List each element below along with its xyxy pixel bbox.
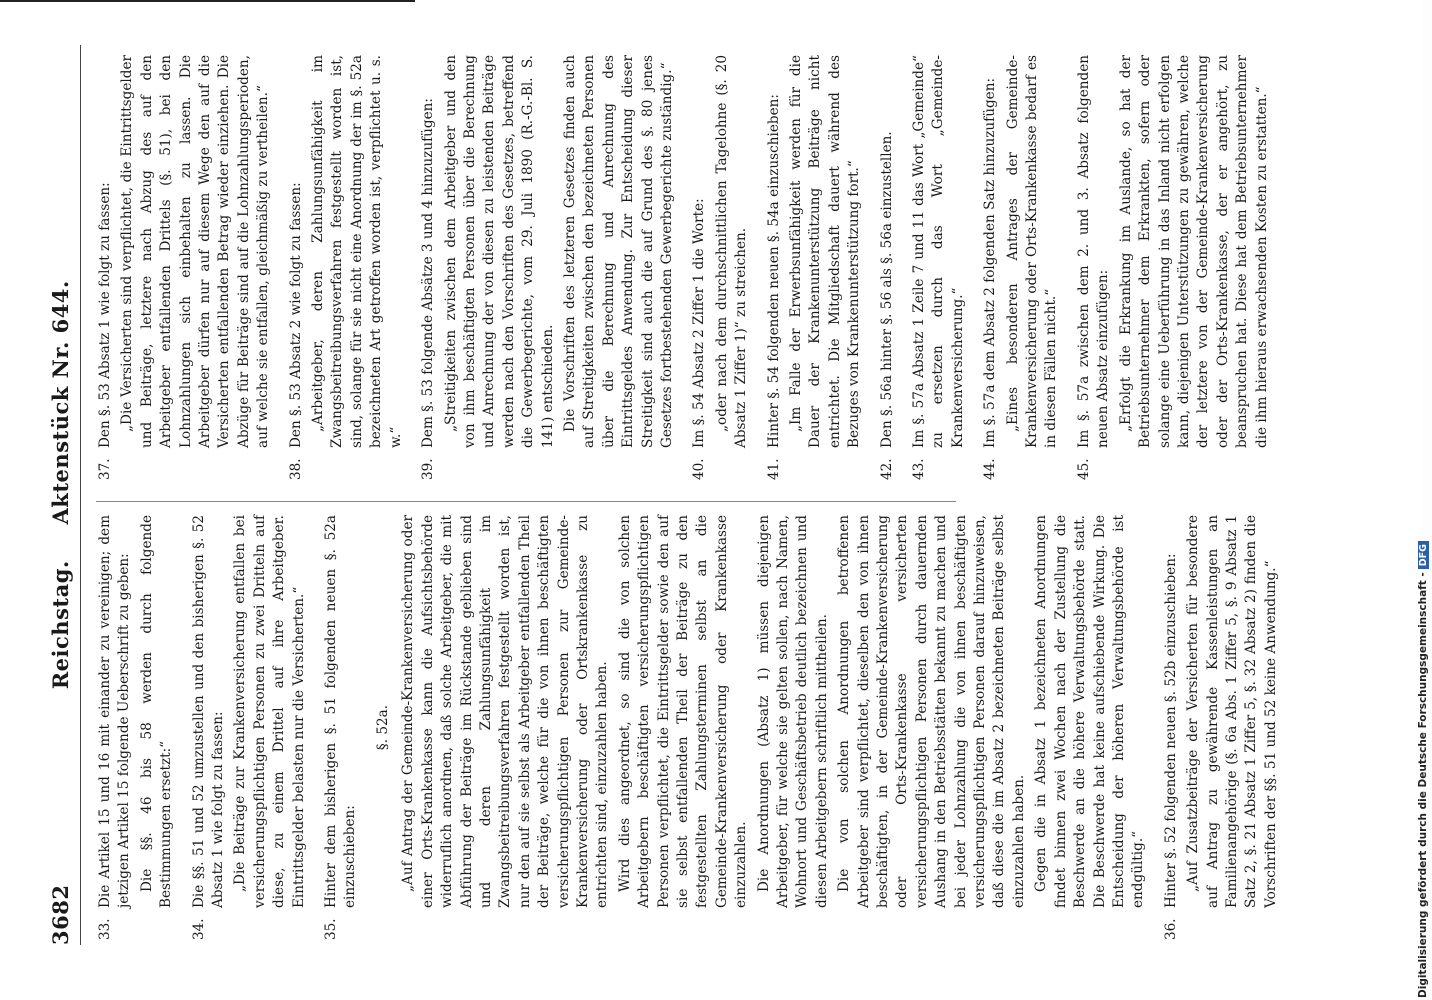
numbered-item: [765, 55, 868, 480]
numbered-item: [1162, 515, 1284, 940]
header-title: [48, 85, 73, 885]
paragraph: „Eines besonderen Antrages der Gemeinde-Krankenversicherung oder Orts-Krankenkasse bedarf es in diesen Fällen nicht.“: [1004, 55, 1060, 448]
item-number: [399, 908, 1151, 940]
paragraph: „Die Versicherten sind verpflichtet, die Eintrittsgelder und Beiträge, letztere nach Abzug des auf den Arbeitgeber entfallenden Drittels (§. 51), bei den Lohnzahlungen sich einbehalten zu lassen. Die Arbeitgeber dürfen nur auf diesem Wege den auf die Versicherten entfallenden Betrag wieder einziehen. Die Abzüge für Beiträge sind auf die Lohnzahlungsperioden, auf welche sie entfallen, gleichmäßig zu vertheilen.“: [119, 55, 272, 448]
page-header: [40, 45, 81, 945]
paragraph: Im §. 57a zwischen dem 2. und 3. Absatz folgenden neuen Absatz einzufügen:: [1075, 55, 1112, 448]
paragraph: Den §. 53 Absatz 2 wie folgt zu fassen:: [287, 182, 304, 448]
item-body: [1075, 55, 1275, 448]
item-number: 40.: [691, 458, 708, 480]
paragraph: Die Vorschriften des letzteren Gesetzes finden auch auf Streitigkeiten zwischen den bezeichneten Personen über die Berechnung und Anrechnung des Eintrittsgeldes Anwendung. Zur Entscheidung dieser Streitigkeit sind auch die auf Grund des §. 80 jenes Gesetzes fortbestehenden Gewerbegerichte zuständig.“: [561, 55, 675, 448]
item-number: 36.: [1162, 918, 1179, 940]
paragraph: Im §. 54 Absatz 2 Ziffer 1 die Worte:: [691, 198, 708, 448]
left-column: [96, 515, 1294, 940]
numbered-item: [878, 55, 900, 480]
item-body: [190, 515, 312, 908]
numbered-item: [96, 55, 277, 480]
paragraph: Die §§. 51 und 52 umzustellen und den bisherigen §. 52 Absatz 1 wie folgt zu fassen:: [190, 515, 227, 908]
header-left-title: Reichstag.: [47, 560, 73, 690]
item-body: [878, 55, 900, 448]
paragraph: „Die Beiträge zur Krankenversicherung entfallen bei versicherungspflichtigen Personen zu zwei Dritteln auf diese, zu einem Drittel auf ihre Arbeitgeber. Eintrittsgelder belasten nur die Versicherten.“: [232, 515, 307, 908]
column-divider: [96, 501, 956, 502]
numbered-item: [981, 55, 1065, 480]
numbered-item: [910, 55, 971, 480]
header-center-title: Aktenstück Nr. 644.: [47, 280, 73, 525]
item-number: 42.: [878, 458, 895, 480]
numbered-item: [1075, 55, 1275, 480]
numbered-item: [287, 55, 409, 480]
paragraph: „Erfolgt die Erkrankung im Auslande, so hat der Betriebsunternehmer dem Erkrankten, sofern oder solange eine Ueberführung in das Inland nicht erfolgen kann, diejenigen Unterstützungen zu gewähren, welche der letztere von der Gemeinde-Krankenversicherung oder der Orts-Krankenkasse, der er angehört, zu beanspruchen hat. Diese hat dem Betriebsunternehmer die ihm hieraus erwachsenden Kosten zu erstatten.“: [1117, 55, 1270, 448]
item-number: 44.: [982, 458, 999, 480]
page-number: 3682: [47, 884, 73, 945]
numbered-item: [690, 55, 754, 480]
section-heading: §. 52a.: [374, 704, 391, 751]
item-body: [287, 55, 409, 448]
item-body: [910, 55, 971, 448]
item-body: [399, 515, 1151, 908]
paragraph: Die Anordnungen (Absatz 1) müssen diejenigen Arbeitgeber, für welche sie gelten sollen, nach Namen, Wohnort und Geschäftsbetrieb deutlich bezeichnen und diesen Arbeitgebern schriftlich mittheilen.: [755, 515, 830, 908]
paragraph: „Streitigkeiten zwischen dem Arbeitgeber und den von ihm beschäftigten Personen über die Berechnung und Anrechnung der von diesen zu leistenden Beiträge werden nach den Vorschriften des Gesetzes, betreffend die Gewerbegerichte, vom 29. Juli 1890 (R.-G.-Bl. S. 141) entschieden.: [442, 55, 556, 448]
paragraph: Dem §. 53 folgende Absätze 3 und 4 hinzuzufügen:: [420, 98, 437, 448]
item-body: [765, 55, 868, 448]
item-number: 35.: [323, 918, 340, 940]
digitization-note: [1417, 18, 1429, 998]
paragraph: „Im Falle der Erwerbsunfähigkeit werden für die Dauer der Krankenunterstützung Beiträge nicht entrichtet. Die Mitgliedschaft dauert während des Bezuges von Krankenunterstützung fort.“: [788, 55, 863, 448]
item-body: [419, 55, 680, 448]
paragraph: Die §§. 46 bis 58 werden durch folgende Bestimmungen ersetzt:“: [138, 515, 175, 908]
numbered-item: [322, 515, 364, 940]
item-body: [690, 55, 754, 448]
dfg-logo-badge: DFG: [1418, 541, 1429, 569]
item-body: [96, 515, 180, 908]
item-body: [1162, 515, 1284, 908]
paragraph: „oder nach dem durchschnittlichen Tagelohne (§. 20 Absatz 1 Ziffer 1)“ zu streichen.: [713, 55, 750, 448]
paragraph: Hinter §. 54 folgenden neuen §. 54a einzuschieben:: [765, 94, 782, 448]
paragraph: Die Artikel 15 und 16 mit einander zu vereinigen; dem jetzigen Artikel 15 folgende Ueberschrift zu geben:: [97, 515, 133, 908]
numbered-item: [419, 55, 680, 480]
item-number: 37.: [97, 458, 113, 480]
item-number: 38.: [287, 458, 304, 480]
item-number: 45.: [1075, 458, 1092, 480]
paragraph: „Arbeitgeber, deren Zahlungsunfähigkeit im Zwangsbeitreibungsverfahren festgestellt worden ist, sind, solange für sie nicht eine Anordnung der im §. 52a bezeichneten Art getroffen worden ist, verpflichtet u. s. w.“: [310, 55, 404, 448]
paragraph: Den §. 56a hinter §. 56 als §. 56a einzustellen.: [878, 131, 895, 448]
numbered-item: [399, 515, 1151, 940]
item-number: 41.: [765, 458, 782, 480]
paragraph: „Auf Antrag der Gemeinde-Krankenversicherung oder einer Orts-Krankenkasse kann die Aufsichtsbehörde widerruflich anordnen, daß solche Arbeitgeber, die mit Abführung der Beiträge im Rückstande geblieben sind und deren Zahlungsunfähigkeit im Zwangsbeitreibungsverfahren festgestellt worden ist, nur den auf sie selbst als Arbeitgeber entfallenden Theil der Beiträge, welche für die von ihnen beschäftigten versicherungspflichtigen Personen zur Gemeinde-Krankenversicherung oder Ortskrankenkasse zu entrichten sind, einzuzahlen haben.: [400, 515, 611, 908]
paragraph: Die von solchen Anordnungen betroffenen Arbeitgeber sind verpflichtet, dieselben den von ihnen beschäftigten, in der Gemeinde-Krankenversicherung oder Orts-Krankenkasse versicherten versicherungspflichtigen Personen durch dauernden Aushang in den Betriebsstätten bekannt zu machen und bei jeder Lohnzahlung die von ihnen beschäftigten versicherungspflichtigen Personen darauf hinzuweisen, daß diese die im Absatz 2 bezeichneten Beiträge selbst einzuzahlen haben.: [836, 515, 1027, 908]
item-number: 39.: [420, 458, 437, 480]
paragraph: Im §. 57a Absatz 1 Zeile 7 und 11 das Wort „Gemeinde“ zu ersetzen durch das Wort „Gemeinde-Krankenversicherung.“: [911, 55, 966, 448]
paragraph: Den §. 53 Absatz 1 wie folgt zu fassen:: [97, 182, 113, 448]
item-number: 34.: [190, 918, 207, 940]
item-body: [96, 55, 277, 448]
numbered-item: [96, 515, 180, 940]
right-column: [96, 55, 1285, 480]
paragraph: Hinter dem bisherigen §. 51 folgenden neuen §. 52a einzuschieben:: [323, 515, 359, 908]
paragraph: „Auf Zusatzbeiträge der Versicherten für besondere auf Antrag zu gewährende Kassenleistungen an Familienangehörige (§. 6a Abs. 1 Ziffer 5, §. 9 Absatz 1 Satz 2, §. 21 Absatz 1 Ziffer 5, §. 32 Absatz 2) finden die Vorschriften der §§. 51 und 52 keine Anwendung.“: [1185, 515, 1279, 908]
item-number: 43.: [911, 458, 928, 480]
item-body: [322, 515, 364, 908]
digitization-note-text: Digitalisierung gefördert durch die Deutsche Forschungsgemeinschaft -: [1417, 572, 1429, 998]
numbered-item: [190, 515, 312, 940]
item-body: [981, 55, 1065, 448]
paragraph: Hinter §. 52 folgenden neuen §. 52b einzuschieben:: [1162, 553, 1179, 908]
paragraph: Im §. 57a dem Absatz 2 folgenden Satz hinzuzufügen:: [982, 77, 999, 448]
paragraph: Gegen die in Absatz 1 bezeichneten Anordnungen findet binnen zwei Wochen nach der Zustellung die Beschwerde an die höhere Verwaltungsbehörde statt. Die Beschwerde hat keine aufschiebende Wirkung. Die Entscheidung der höheren Verwaltungsbehörde ist endgültig.“: [1033, 515, 1147, 908]
paragraph: Wird dies angeordnet, so sind die von solchen Arbeitgebern beschäftigten versicherungspflichtigen Personen verpflichtet, die Eintrittsgelder sowie den auf sie selbst entfallenden Theil der Beiträge zu den festgestellten Zahlungsterminen selbst an die Gemeinde-Krankenversicherung oder Krankenkasse einzuzahlen.: [616, 515, 750, 908]
item-number: 33.: [97, 918, 113, 940]
